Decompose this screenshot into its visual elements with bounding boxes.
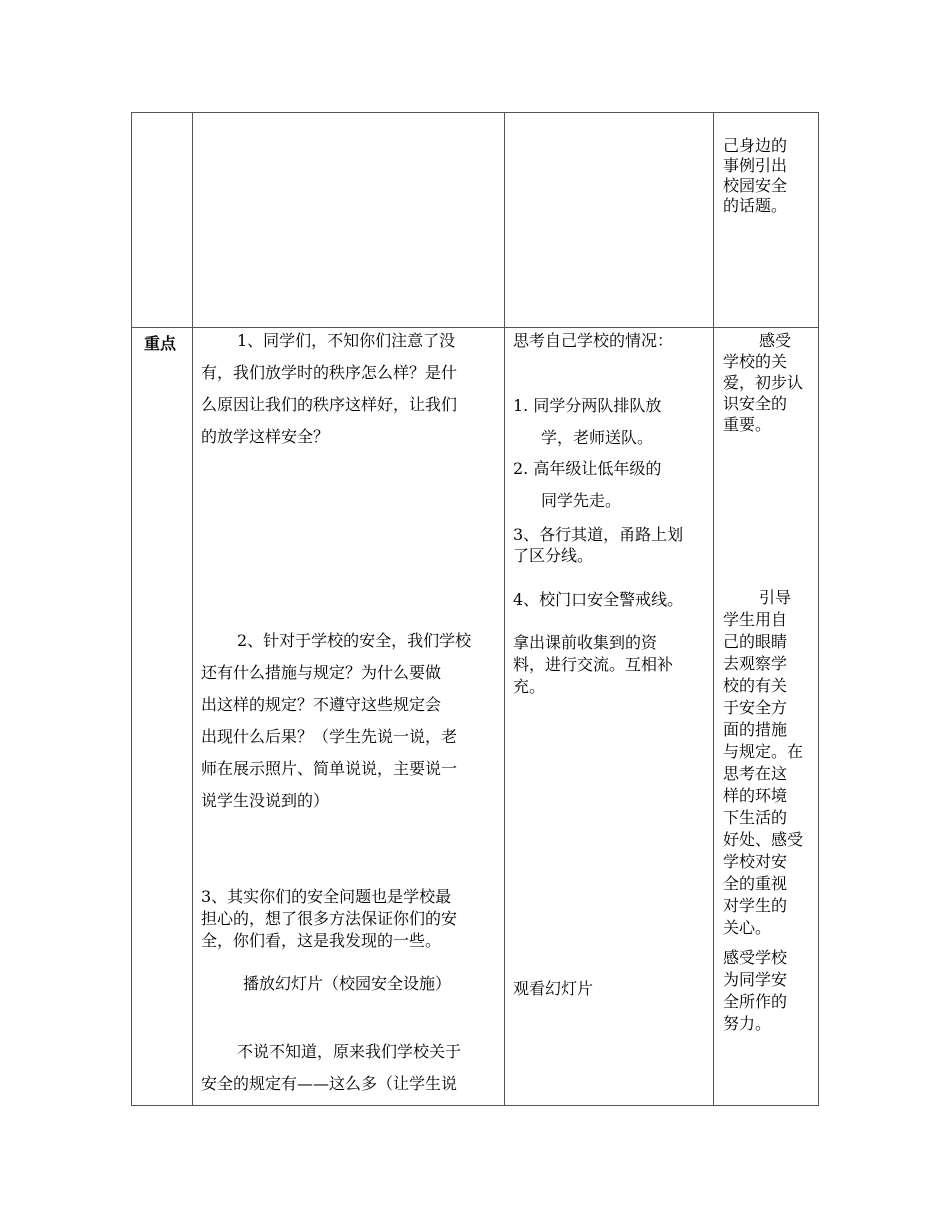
text-line: 面的措施 <box>723 720 788 739</box>
text-line: 与规定。在 <box>723 742 804 761</box>
text-line: 感受 <box>759 331 792 350</box>
text-line: 努力。 <box>723 1014 772 1033</box>
text-line: 拿出课前收集到的资 <box>513 633 658 652</box>
text-line: 观看幻灯片 <box>513 979 594 998</box>
column-divider <box>713 113 714 1105</box>
column-divider <box>192 113 193 1105</box>
text-line: 重要。 <box>723 415 772 434</box>
text-line: 思考在这 <box>723 764 788 783</box>
text-line: 的放学这样安全？ <box>201 427 330 446</box>
text-line: 识安全的 <box>723 394 788 413</box>
column-divider <box>504 113 505 1105</box>
text-line: 关心。 <box>723 918 772 937</box>
text-line: 好处、感受 <box>723 830 804 849</box>
text-line: 思考自己学校的情况： <box>513 331 674 350</box>
text-line: 全，你们看，这是我发现的一些。 <box>201 931 442 950</box>
text-line: 出现什么后果？（学生先说一说，老 <box>201 727 458 746</box>
text-line: 3、其实你们的安全问题也是学校最 <box>201 887 452 906</box>
text-line: 2、针对于学校的安全，我们学校 <box>237 631 472 650</box>
text-line: 全的重视 <box>723 874 788 893</box>
slideshow-line: 播放幻灯片（校园安全设施） <box>243 974 452 993</box>
text-line: 校的有关 <box>723 676 788 695</box>
text-line: 于安全方 <box>723 698 788 717</box>
text-line: 1、同学们，不知你们注意了没 <box>237 331 456 350</box>
text-line: 引导 <box>759 588 792 607</box>
list-item: 4、校门口安全警戒线。 <box>513 590 684 609</box>
text-line: 全所作的 <box>723 992 788 1011</box>
list-item-continued: 了区分线。 <box>513 546 594 565</box>
list-item-continued: 同学先走。 <box>541 491 622 510</box>
text-line: 有，我们放学时的秩序怎么样？是什 <box>201 363 458 382</box>
text-line: 己的眼睛 <box>723 632 788 651</box>
text-line: 学生用自 <box>723 610 788 629</box>
row-divider <box>132 327 818 328</box>
text-line: 去观察学 <box>723 654 788 673</box>
text-line: 出这样的规定？不遵守这些规定会 <box>201 695 442 714</box>
text-line: 还有什么措施与规定？为什么要做 <box>201 663 442 682</box>
text-line: 的话题。 <box>723 196 788 215</box>
text-line: 师在展示照片、简单说说，主要说一 <box>201 759 458 778</box>
text-line: 不说不知道，原来我们学校关于 <box>237 1042 462 1061</box>
text-line: 学校的关 <box>723 352 788 371</box>
text-line: 校园安全 <box>723 176 788 195</box>
text-line: 感受学校 <box>723 948 788 967</box>
lesson-plan-table <box>131 112 819 1106</box>
row-label-key-point: 重点 <box>144 334 177 353</box>
text-line: 么原因让我们的秩序这样好，让我们 <box>201 395 458 414</box>
text-line: 己身边的 <box>723 136 788 155</box>
list-item: 1. 同学分两队排队放 <box>513 396 662 415</box>
list-item: 3、各行其道，甬路上划 <box>513 525 684 544</box>
text-line: 对学生的 <box>723 896 788 915</box>
text-line: 料，进行交流。互相补 <box>513 655 674 674</box>
text-line: 事例引出 <box>723 156 788 175</box>
text-line: 样的环境 <box>723 786 788 805</box>
text-line: 为同学安 <box>723 970 788 989</box>
list-item-continued: 学，老师送队。 <box>541 428 654 447</box>
text-line: 充。 <box>513 677 546 696</box>
text-line: 安全的规定有——这么多（让学生说 <box>201 1074 458 1093</box>
text-line: 说学生没说到的） <box>201 791 330 810</box>
text-line: 担心的，想了很多方法保证你们的安 <box>201 909 458 928</box>
text-line: 学校对安 <box>723 852 788 871</box>
text-line: 爱，初步认 <box>723 373 804 392</box>
text-line: 下生活的 <box>723 808 788 827</box>
list-item: 2. 高年级让低年级的 <box>513 459 662 478</box>
